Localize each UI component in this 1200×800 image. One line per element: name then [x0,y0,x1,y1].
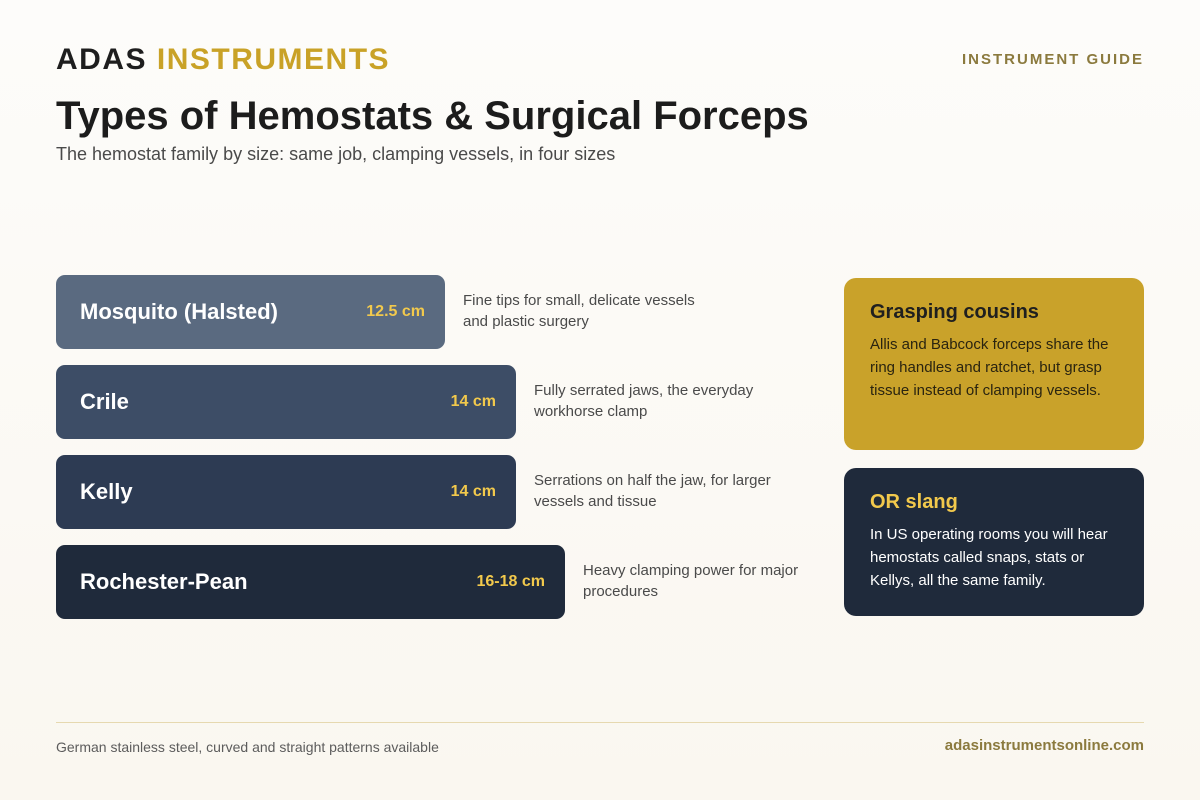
brand-logo [56,42,390,78]
brand-name-primary: ADAS [56,43,148,76]
hemostat-name: Crile [80,389,129,414]
card-title: Grasping cousins [870,301,1039,323]
hemostat-description: Serrations on half the jaw, for larger vessels and tissue [534,472,771,510]
hemostat-size: 16-18 cm [476,573,545,590]
footer-divider [56,722,1144,723]
card-title: OR slang [870,491,958,513]
footer-website-link[interactable]: adasinstrumentsonline.com [944,737,1144,754]
brand-name-accent: INSTRUMENTS [156,43,391,76]
card-body: In US operating rooms you will hear hemostats called snaps, stats or Kellys, all the same family. [870,526,1108,589]
hemostat-description: Fine tips for small, delicate vessels and plastic surgery [463,292,695,330]
hemostat-description: Fully serrated jaws, the everyday workhorse clamp [534,382,754,420]
or-slang-card [844,468,1144,616]
page-subtitle: The hemostat family by size: same job, clamping vessels, in four sizes [56,144,616,164]
hemostat-bar-kelly [56,455,516,529]
hemostat-bar-rochester-pean [56,545,565,619]
hemostat-bar-crile [56,365,516,439]
hemostat-name: Kelly [80,479,133,504]
footer-note: German stainless steel, curved and straight patterns available [56,739,439,755]
hemostat-name: Mosquito (Halsted) [80,299,278,324]
hemostat-size: 14 cm [450,393,496,410]
hemostat-size: 12.5 cm [366,303,425,320]
hemostat-size: 14 cm [450,483,496,500]
hemostat-description: Heavy clamping power for major procedures [583,562,799,600]
grasping-cousins-card [844,278,1144,450]
hemostat-name: Rochester-Pean [80,569,248,594]
section-label: INSTRUMENT GUIDE [962,51,1144,68]
hemostat-bar-mosquito [56,275,445,349]
card-body: Allis and Babcock forceps share the ring handles and ratchet, but grasp tissue instead of clamping vessels. [870,336,1109,399]
page-title: Types of Hemostats & Surgical Forceps [56,94,809,138]
